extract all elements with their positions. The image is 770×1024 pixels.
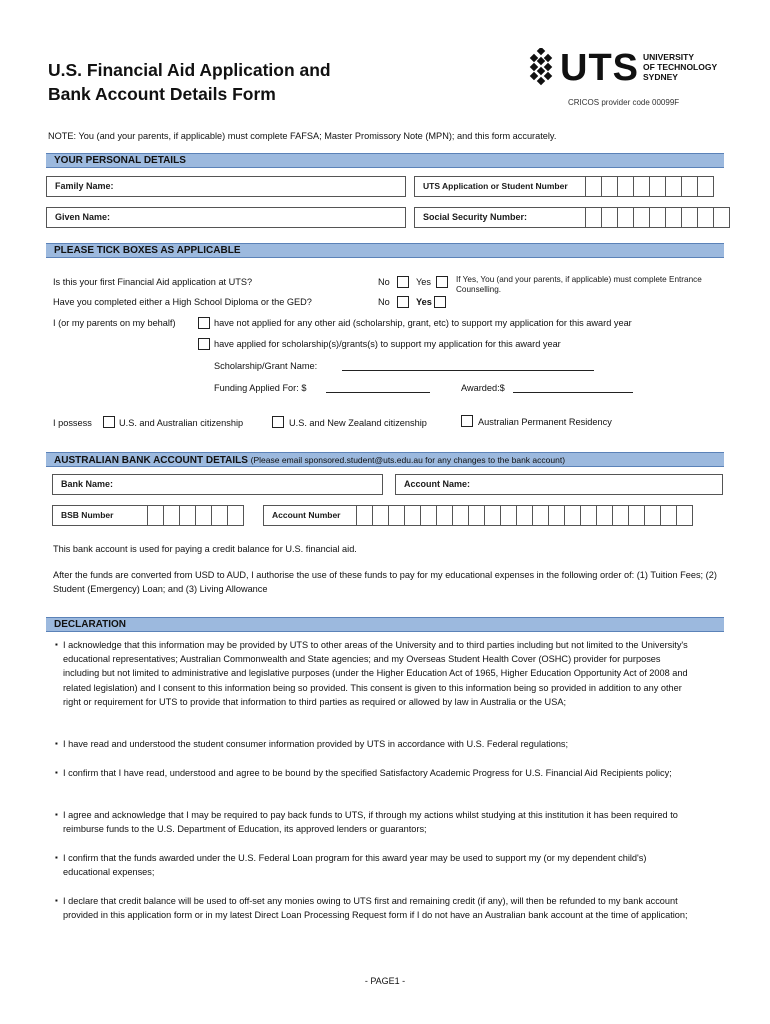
q2-yes-checkbox[interactable] <box>434 296 446 308</box>
bsb-label-box <box>52 505 148 526</box>
student-number-label-box <box>414 176 586 197</box>
funding-applied-input[interactable] <box>326 392 430 393</box>
declaration-item: ▪ I acknowledge that this information may be provided by UTS to other areas of the University and to third parties including but not limited to the University's educational representatives; Australian Commonwealth and State agencies; and my Overseas Student Health Cover (OSHC) provider for purposes including but not limited to administrative and legislative purposes (under the Higher Education Act of 1965, Higher Education Opportunity Act of 2008 and related legislation) and I consent to this information being so provided. This consent is given to this information being so provided in addition to any other right or requirement for UTS to provide that information to third parties as required or allowed by law in Australia or the USA; <box>55 638 695 709</box>
cit-pr-checkbox[interactable] <box>461 415 473 427</box>
section-heading-tick: PLEASE TICK BOXES AS APPLICABLE <box>46 243 724 258</box>
cit-nz-label: U.S. and New Zealand citizenship <box>289 418 427 428</box>
account-name-label: Account Name: <box>404 479 471 489</box>
bank-name-field[interactable] <box>52 474 383 495</box>
bsb-label: BSB Number <box>61 510 114 520</box>
ssn-cells[interactable] <box>586 207 730 228</box>
account-name-field[interactable] <box>395 474 723 495</box>
scholarship-name-input[interactable] <box>342 370 594 371</box>
uts-logo <box>528 46 728 92</box>
q2-no-label: No <box>378 297 390 307</box>
cricos-code: CRICOS provider code 00099F <box>568 98 680 107</box>
logo-sub-line2: OF TECHNOLOGY <box>643 62 718 72</box>
not-applied-checkbox[interactable] <box>198 317 210 329</box>
cit-nz-checkbox[interactable] <box>272 416 284 428</box>
form-note: NOTE: You (and your parents, if applicable) must complete FAFSA; Master Promissory Note (MPN); and this form accurately. <box>48 131 557 141</box>
declaration-item: ▪ I declare that credit balance will be used to off-set any monies owing to UTS first and remaining credit (if any), will then be refunded to my bank account provided in this application form or in my latest Direct Loan Processing Request form if I do not have an Australian bank account at the time of application; <box>55 894 695 922</box>
uts-logo-text: UTS <box>560 47 639 89</box>
account-number-label: Account Number <box>272 510 341 520</box>
declaration-item: ▪ I confirm that the funds awarded under the U.S. Federal Loan program for this award year may be used to support my (or my dependent child's) educational expenses; <box>55 851 695 879</box>
logo-sub-line3: SYDNEY <box>643 72 678 82</box>
q1-yes-checkbox[interactable] <box>436 276 448 288</box>
family-name-label: Family Name: <box>55 181 114 191</box>
q1-yes-label: Yes <box>416 277 431 287</box>
q2-no-checkbox[interactable] <box>397 296 409 308</box>
counselling-note: If Yes, You (and your parents, if applicable) must complete Entrance Counselling. <box>456 275 702 294</box>
funding-applied-label: Funding Applied For: $ <box>214 383 307 393</box>
page-number: - PAGE1 - <box>364 976 406 986</box>
question-first-application: Is this your first Financial Aid application at UTS? <box>53 277 253 287</box>
account-number-label-box <box>263 505 357 526</box>
account-number-cells[interactable] <box>357 505 693 526</box>
form-title <box>48 58 368 106</box>
form-title-line1: U.S. Financial Aid Application and <box>48 60 331 80</box>
bsb-cells[interactable] <box>148 505 244 526</box>
cit-au-checkbox[interactable] <box>103 416 115 428</box>
uts-logo-mark-icon <box>528 48 554 88</box>
section-heading-bank <box>46 452 724 467</box>
applied-label: have applied for scholarship(s)/grants(s) to support my application for this award year <box>214 339 561 349</box>
q1-no-checkbox[interactable] <box>397 276 409 288</box>
cit-pr-label: Australian Permanent Residency <box>478 417 612 427</box>
question-diploma: Have you completed either a High School Diploma or the GED? <box>53 297 312 307</box>
i-or-parents-label: I (or my parents on my behalf) <box>53 318 176 328</box>
uts-logo-subtitle <box>643 52 733 82</box>
bank-heading-note: (Please email sponsored.student@uts.edu.au for any changes to the bank account) <box>250 455 566 465</box>
family-name-field[interactable] <box>46 176 406 197</box>
bank-heading-text: AUSTRALIAN BANK ACCOUNT DETAILS <box>54 455 248 466</box>
applied-checkbox[interactable] <box>198 338 210 350</box>
student-number-label: UTS Application or Student Number <box>423 181 568 191</box>
not-applied-label: have not applied for any other aid (scholarship, grant, etc) to support my application for this award year <box>214 318 632 328</box>
ssn-label: Social Security Number: <box>423 212 528 222</box>
student-number-cells[interactable] <box>586 176 714 197</box>
bank-para-2: After the funds are converted from USD to AUD, I authorise the use of these funds to pay for my educational expenses in the following order of: (1) Tuition Fees; (2) Student (Emergency) Loan; and (3) Living Allowance <box>53 570 717 595</box>
scholarship-name-label: Scholarship/Grant Name: <box>214 361 318 371</box>
q2-yes-label: Yes <box>416 297 432 307</box>
bank-para-1: This bank account is used for paying a credit balance for U.S. financial aid. <box>53 544 357 554</box>
logo-sub-line1: UNIVERSITY <box>643 52 695 62</box>
declaration-item: ▪ I have read and understood the student consumer information provided by UTS in accordance with U.S. Federal regulations; <box>55 737 695 751</box>
possess-label: I possess <box>53 418 92 428</box>
declaration-item: ▪ I agree and acknowledge that I may be required to pay back funds to UTS, if through my actions whilst studying at this institution it has been required to reimburse funds to the U.S. Department of Education, its approved lenders or guarantors; <box>55 808 695 836</box>
q1-no-label: No <box>378 277 390 287</box>
awarded-label: Awarded:$ <box>461 383 505 393</box>
section-heading-personal: YOUR PERSONAL DETAILS <box>46 153 724 168</box>
awarded-input[interactable] <box>513 392 633 393</box>
bank-name-label: Bank Name: <box>61 479 114 489</box>
given-name-field[interactable] <box>46 207 406 228</box>
declaration-item: ▪ I confirm that I have read, understood and agree to be bound by the specified Satisfactory Academic Progress for U.S. Financial Aid Recipients policy; <box>55 766 695 780</box>
form-title-line2: Bank Account Details Form <box>48 84 276 104</box>
given-name-label: Given Name: <box>55 212 111 222</box>
ssn-label-box <box>414 207 586 228</box>
section-heading-declaration: DECLARATION <box>46 617 724 632</box>
cit-au-label: U.S. and Australian citizenship <box>119 418 244 428</box>
